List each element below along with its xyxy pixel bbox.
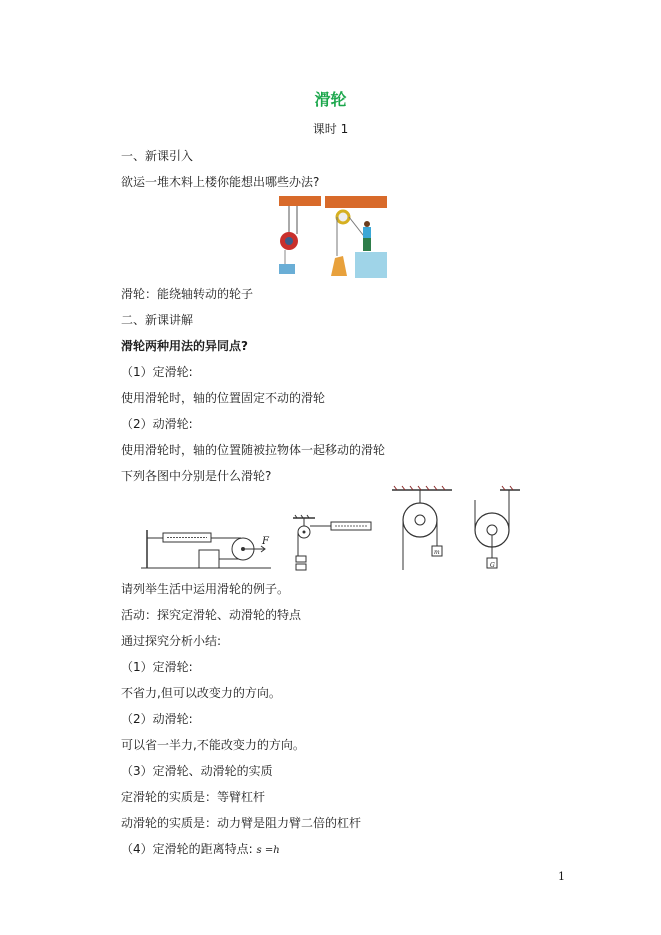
distance-formula: s =h bbox=[256, 845, 280, 856]
weight-label-g: G bbox=[490, 562, 495, 569]
result-movable-text: 可以省一半力,不能改变力的方向。 bbox=[121, 738, 305, 752]
section-heading-intro: 一、新课引入 bbox=[121, 149, 194, 163]
question-lumber: 欲运一堆木料上楼你能想出哪些办法? bbox=[121, 175, 320, 189]
lesson-subtitle: 课时 1 bbox=[312, 122, 349, 136]
figure-fixed-pulley bbox=[392, 486, 452, 574]
question-identify-pulleys: 下列各图中分别是什么滑轮? bbox=[121, 469, 272, 483]
activity-line: 活动：探究定滑轮、动滑轮的特点 bbox=[121, 608, 302, 622]
result-movable-heading: （2）动滑轮: bbox=[121, 712, 193, 726]
result-essence-fixed: 定滑轮的实质是：等臂杠杆 bbox=[121, 790, 266, 804]
summary-intro: 通过探究分析小结: bbox=[121, 634, 222, 648]
fixed-pulley-heading: （1）定滑轮: bbox=[121, 365, 193, 379]
figure-horizontal-pulley bbox=[141, 520, 275, 572]
page-number: 1 bbox=[558, 870, 565, 883]
mass-label-m: m bbox=[434, 549, 440, 556]
page-title: 滑轮 bbox=[314, 90, 347, 109]
figure-movable-pulley bbox=[470, 486, 520, 574]
figure-vertical-spring-scale bbox=[291, 514, 375, 576]
movable-pulley-heading: （2）动滑轮: bbox=[121, 417, 193, 431]
pulley-photo-illustration bbox=[277, 194, 387, 278]
example-prompt: 请列举生活中运用滑轮的例子。 bbox=[121, 582, 290, 596]
distance-heading-text: （4）定滑轮的距离特点: bbox=[121, 842, 253, 856]
result-fixed-heading: （1）定滑轮: bbox=[121, 660, 193, 674]
fixed-pulley-definition: 使用滑轮时，轴的位置固定不动的滑轮 bbox=[121, 391, 326, 405]
section-heading-lecture: 二、新课讲解 bbox=[121, 313, 194, 327]
result-fixed-text: 不省力,但可以改变力的方向。 bbox=[121, 686, 281, 700]
result-distance-heading bbox=[121, 841, 280, 859]
result-essence-heading: （3）定滑轮、动滑轮的实质 bbox=[121, 764, 273, 778]
result-essence-movable: 动滑轮的实质是：动力臂是阻力臂二倍的杠杆 bbox=[121, 816, 362, 830]
force-label-f: F bbox=[262, 536, 269, 547]
question-similarities: 滑轮两种用法的异同点? bbox=[121, 339, 248, 353]
pulley-definition: 滑轮：能绕轴转动的轮子 bbox=[121, 287, 254, 301]
movable-pulley-definition: 使用滑轮时，轴的位置随被拉物体一起移动的滑轮 bbox=[121, 443, 386, 457]
